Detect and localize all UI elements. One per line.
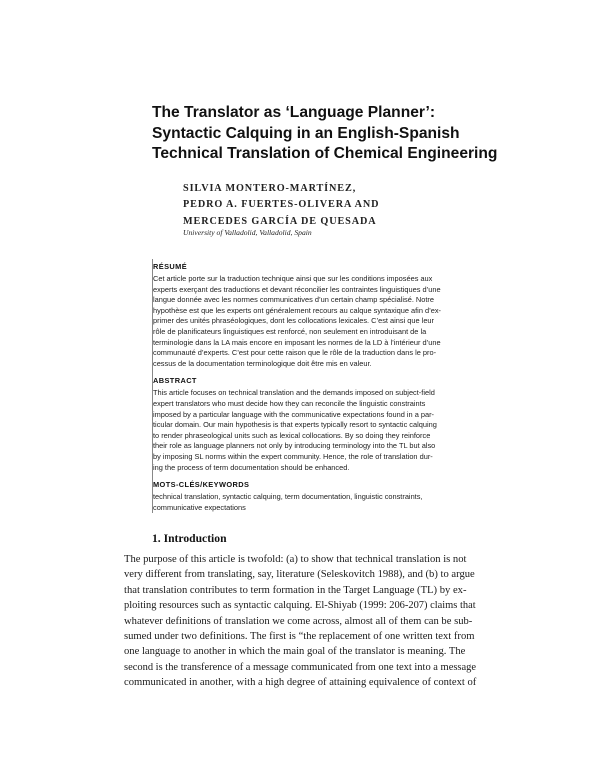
resume-line: cessus de la documentation terminologique doit être mis en valeur. [153,358,372,368]
keywords-line: technical translation, syntactic calquing, term documentation, linguistic constraints, [153,492,423,502]
resume-line: experts exerçant des traductions et devant réconcilier les contraintes linguistiques d’une [153,284,441,294]
affiliation: University of Valladolid, Valladolid, Spain [183,228,312,237]
abstract-block [152,259,477,513]
body-line: whatever definitions of translation we come across, almost all of them can be sub- [124,615,473,627]
title-line: Syntactic Calquing in an English-Spanish [152,124,460,142]
abstract-line: expert translators who must decide how they can reconcile the linguistic constraints [153,398,426,408]
body-line: The purpose of this article is twofold: (a) to show that technical translation is not [124,554,467,565]
resume-heading: RÉSUMÉ [153,262,188,271]
abstract-text [152,388,476,473]
body-line: ploiting resources such as syntactic calquing. El-Shiyab (1999: 206-207) claims that [124,600,476,612]
abstract-line: by imposing SL norms within the expert community. Hence, the role of translation dur- [153,451,433,461]
body-line: communicated in another, with a high degree of attaining equivalence of context of [124,677,477,689]
abstract-line: their role as language planners not only by introducing terminology into the TL but also [153,441,436,451]
introduction-body [124,552,476,691]
abstract-line: ing the process of term documentation should be enhanced. [153,462,350,472]
abstract-heading: ABSTRACT [153,376,197,386]
resume-line: langue donnée avec les normes communicatives d’un certain champ spécialisé. Notre [153,295,434,305]
keywords-heading: MOTS-CLÉS/KEYWORDS [153,480,250,490]
body-line: that translation contributes to term formation in the Target Language (TL) by ex- [124,584,467,596]
resume-line: terminologie dans la LA mais encore en imposant les normes de la LD à l’intérieur d’une [153,337,441,347]
section-heading-introduction: 1. Introduction [152,532,227,545]
body-line: very different from translating, say, literature (Seleskovitch 1988), and (b) to argue [124,569,475,581]
author-list [183,181,543,230]
abstract-line: ticular domain. Our main hypothesis is that experts typically resort to syntactic calquing [153,420,437,430]
abstract-line: to render phraseological units such as lexical collocations. By so doing they reinforce [153,430,431,440]
resume-line: Cet article porte sur la traduction technique ainsi que sur les conditions imposées aux [153,274,433,283]
abstract-line: This article focuses on technical translation and the demands imposed on subject-field [153,388,435,398]
resume-line: communauté d’experts. C’est pour cette raison que le rôle de la traduction dans le pro- [153,348,437,358]
author-line: SILVIA MONTERO-MARTÍNEZ, [183,183,357,194]
keywords-text [152,492,476,513]
resume-line: primer des unités phraséologiques, dont les collocations lexicales. C’est ainsi que leur [153,316,434,326]
resume-line: hypothèse est que les experts ont généralement recours au calque syntaxique afin d’ex- [153,305,442,315]
author-line: PEDRO A. FUERTES-OLIVERA AND [183,199,380,211]
title-line: Technical Translation of Chemical Engineering [152,145,498,162]
resume-line: rôle de planificateurs linguistiques est renforcé, non seulement en introduisant de la [153,326,427,336]
body-line: one language to another in which the main goal of the translator is meaning. The [124,646,466,658]
body-line: second is the transference of a message communicated from one text into a message [124,661,477,673]
abstract-line: imposed by a particular language with the communicative expectations found in a par- [153,409,435,419]
body-line: sumed under two definitions. The first is “the replacement of one written text from [124,631,475,643]
title-line: The Translator as ‘Language Planner’: [152,104,436,121]
author-line: MERCEDES GARCÍA DE QUESADA [183,215,377,227]
keywords-line: communicative expectations [153,502,246,512]
resume-text [152,274,476,369]
article-title [152,103,572,165]
